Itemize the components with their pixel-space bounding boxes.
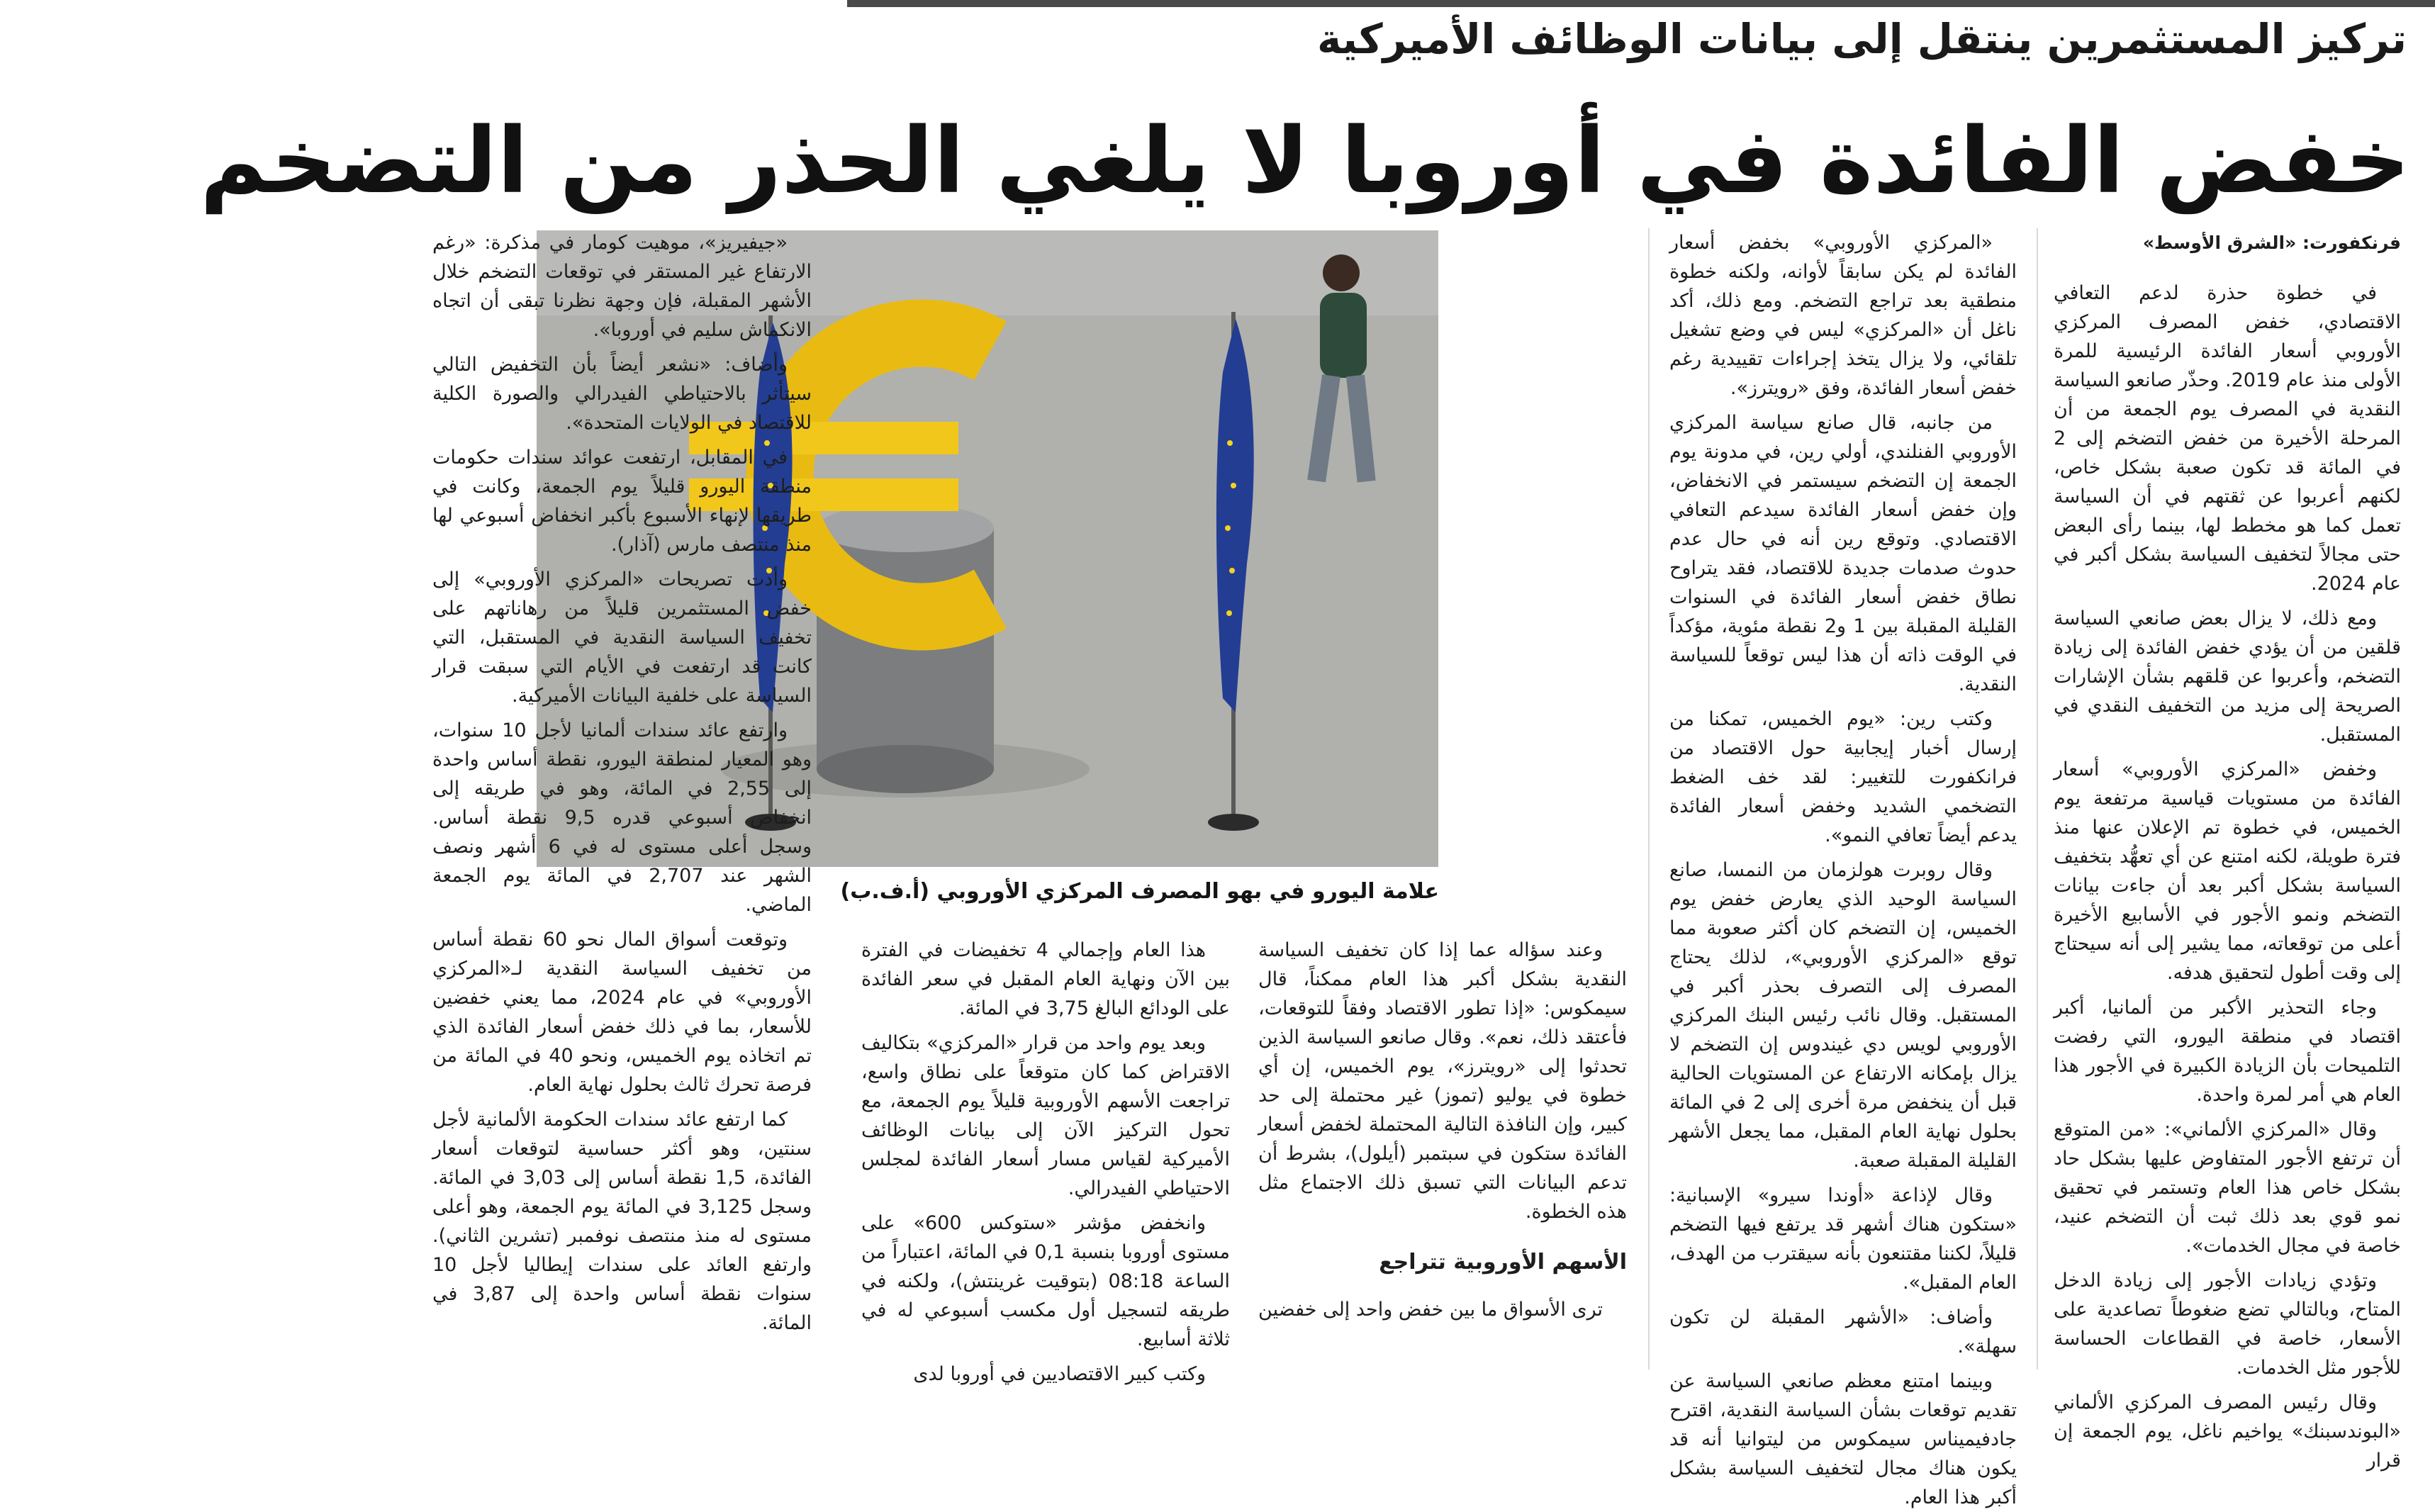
- paragraph: وانخفض مؤشر «ستوكس 600» على مستوى أوروبا بنسبة 0,1 في المائة، اعتباراً من الساعة 08:18 (بتوقيت غرينتش)، ولكنه في طريقه لتسجيل أول مكسب أسبوعي له في ثلاثة أسابيع.: [861, 1212, 1230, 1350]
- article-column-3: [1258, 936, 1627, 1389]
- paragraph: وتوقعت أسواق المال نحو 60 نقطة أساس من تخفيف السياسة النقدية لـ«المركزي الأوروبي» في عام 2024، مما يعني خفضين للأسعار، بما في ذلك خفض أسعار الفائدة الذي تم اتخاذه يوم الخميس، ونحو 40 في المائة من فرصة تحرك ثالث بحلول نهاية العام.: [432, 929, 812, 1096]
- paragraph: وقال لإذاعة «أوندا سيرو» الإسبانية: «ستكون هناك أشهر قد يرتفع فيها التضخم قليلاً، لكننا مقتنعون بأنه سيقترب من الهدف، العام المقبل».: [1669, 1185, 2017, 1294]
- paragraph: وأضاف: «الأشهر المقبلة لن تكون سهلة».: [1669, 1306, 2017, 1357]
- paragraph: وقال رئيس المصرف المركزي الألماني «البوندسبنك» يواخيم ناغل، يوم الجمعة إن قرار: [2054, 1391, 2401, 1472]
- paragraph: «المركزي الأوروبي» بخفض أسعار الفائدة لم يكن سابقاً لأوانه، ولكنه خطوة منطقية بعد تراجع التضخم. ومع ذلك، أكد ناغل أن «المركزي» ليس في وضع تشغيل تلقائي، ولا يزال يتخذ إجراءات تقييدية رغم خفض أسعار الفائدة، وفق «رويترز».: [1669, 232, 2017, 399]
- paragraph: وارتفع عائد سندات ألمانيا لأجل 10 سنوات، وهو المعيار لمنطقة اليورو، نقطة أساس واحدة إلى 2,55 في المائة، وهو في طريقه إلى انخفاض أسبوعي قدره 9,5 نقطة أساس. وسجل أعلى مستوى له في 6 أشهر ونصف الشهر عند 2,707 في المائة يوم الجمعة الماضي.: [432, 719, 812, 916]
- paragraph: في المقابل، ارتفعت عوائد سندات حكومات منطقة اليورو قليلاً يوم الجمعة، وكانت في طريقها لإنهاء الأسبوع بأكبر انخفاض أسبوعي لها منذ منتصف مارس (آذار).: [432, 447, 812, 556]
- paragraph: وبعد يوم واحد من قرار «المركزي» بتكاليف الاقتراض كما كان متوقعاً على نطاق واسع، تراجعت الأسهم الأوروبية قليلاً يوم الجمعة، مع تحول التركيز الآن إلى بيانات الوظائف الأميركية لقياس مسار أسعار الفائدة لمجلس الاحتياطي الفيدرالي.: [861, 1032, 1230, 1199]
- paragraph: وأدت تصريحات «المركزي الأوروبي» إلى خفض المستثمرين قليلاً من رهاناتهم على تخفيف السياسة النقدية في المستقبل، التي كانت قد ارتفعت في الأيام التي سبقت قرار السياسة على خلفية البيانات الأميركية.: [432, 569, 812, 707]
- paragraph: وتؤدي زيادات الأجور إلى زيادة الدخل المتاح، وبالتالي تضع ضغوطاً تصاعدية على الأسعار، خاصة في القطاعات الحساسة للأجور مثل الخدمات.: [2054, 1270, 2401, 1379]
- paragraph: «جيفيريز»، موهيت كومار في مذكرة: «رغم الارتفاع غير المستقر في توقعات التضخم خلال الأشهر المقبلة، فإن وجهة نظرنا تبقى أن اتجاه الانكماش سليم في أوروبا».: [432, 232, 812, 341]
- paragraph: وأضاف: «نشعر أيضاً بأن التخفيض التالي سيتأثر بالاحتياطي الفيدرالي والصورة الكلية للاقتصاد في الولايات المتحدة».: [432, 354, 812, 434]
- article-column-5: [432, 228, 812, 1391]
- article-column-2: [1669, 228, 2017, 1508]
- paragraph: ترى الأسواق ما بين خفض واحد إلى خفضين: [1258, 1299, 1603, 1321]
- column-divider: [2037, 228, 2038, 1370]
- paragraph: وكتب رين: «يوم الخميس، تمكنا من إرسال أخبار إيجابية حول الاقتصاد من فرانكفورت للتغيير: لقد خف الضغط التضخمي الشديد وخفض أسعار الفائدة يدعم أيضاً تعافي النمو».: [1669, 708, 2017, 846]
- paragraph: وعند سؤاله عما إذا كان تخفيف السياسة النقدية بشكل أكبر هذا العام ممكناً، قال سيمكوس: «إذا تطور الاقتصاد وفقاً للتوقعات، فأعتقد ذلك، نعم». وقال صانعو السياسة الذين تحدثوا إلى «رويترز»، يوم الخميس، إن أي خطوة في يوليو (تموز) غير محتملة إلى حد كبير، وإن النافذة التالية المحتملة لخفض أسعار الفائدة ستكون في سبتمبر (أيلول)، بشرط أن تدعم البيانات التي تسبق ذلك الاجتماع مثل هذه الخطوة.: [1258, 939, 1627, 1223]
- photo-caption: علامة اليورو في بهو المصرف المركزي الأوروبي (أ.ف.ب): [840, 879, 1439, 904]
- paragraph: وقال «المركزي الألماني»: «من المتوقع أن ترتفع الأجور المتفاوض عليها بشكل حاد بشكل خاص هذا العام وتستمر في تحقيق نمو قوي بعد ذلك ثبت أن التضخم عنيد، خاصة في مجال الخدمات».: [2054, 1119, 2401, 1257]
- top-rule: [847, 0, 2435, 7]
- paragraph: وبينما امتنع معظم صانعي السياسة عن تقديم توقعات بشأن السياسة النقدية، اقترح جادفيميناس سيمكوس من ليتوانيا أنه قد يكون هناك مجال لتخفيف السياسة بشكل أكبر هذا العام.: [1669, 1370, 2017, 1508]
- paragraph: وقال روبرت هولزمان من النمسا، صانع السياسة الوحيد الذي يعارض خفض يوم الخميس، إن التضخم كان أكثر صعوبة مما توقع «المركزي الأوروبي»، لذلك يحتاج المصرف إلى التصرف بحذر أكبر في المستقبل. وقال نائب رئيس البنك المركزي الأوروبي لويس دي غيندوس إن التضخم لا يزال بإمكانه الارتفاع عن المستويات الحالية قبل أن ينخفض مرة أخرى إلى 2 في المائة بحلول نهاية العام المقبل، مما يجعل الأشهر القليلة المقبلة صعبة.: [1669, 859, 2017, 1172]
- article-column-1: [2054, 228, 2401, 1472]
- byline: فرنكفورت: «الشرق الأوسط»: [2142, 233, 2401, 253]
- paragraph: ومع ذلك، لا يزال بعض صانعي السياسة قلقين من أن يؤدي خفض الفائدة إلى زيادة التضخم، وأعربوا عن قلقهم بشأن الإشارات الصريحة إلى مزيد من التخفيف النقدي في المستقبل.: [2054, 607, 2401, 746]
- subheading: الأسهم الأوروبية تتراجع: [1379, 1250, 1627, 1275]
- paragraph: هذا العام وإجمالي 4 تخفيضات في الفترة بين الآن ونهاية العام المقبل في سعر الفائدة على الودائع البالغ 3,75 في المائة.: [861, 939, 1230, 1019]
- main-headline: خفض الفائدة في أوروبا لا يلغي الحذر من التضخم: [200, 108, 2410, 214]
- paragraph: من جانبه، قال صانع سياسة المركزي الأوروبي الفنلندي، أولي رين، في مدونة يوم الجمعة إن التضخم سيستمر في الانخفاض، وإن خفض أسعار الفائدة سيدعم التعافي الاقتصادي. وتوقع رين أنه في حال عدم حدوث صدمات جديدة للاقتصاد، فقد يتراوح نطاق خفض أسعار الفائدة في السنوات القليلة المقبلة بين 1 و2 نقطة مئوية، مؤكداً في الوقت ذاته أن هذا ليس توقعاً للسياسة النقدية.: [1669, 412, 2017, 695]
- paragraph: وكتب كبير الاقتصاديين في أوروبا لدى: [913, 1363, 1206, 1385]
- column-divider: [1648, 228, 1650, 1370]
- paragraph: وخفض «المركزي الأوروبي» أسعار الفائدة من مستويات قياسية مرتفعة يوم الخميس، في خطوة تم الإعلان عنها منذ فترة طويلة، لكنه امتنع عن أي تعهُّد بتخفيف السياسة بشكل أكبر بعد أن جاءت بيانات التضخم ونمو الأجور في الأسابيع الأخيرة أعلى من توقعاته، مما يشير إلى أنه سيحتاج إلى وقت أطول لتحقيق هدفه.: [2054, 758, 2401, 984]
- article-column-4: [861, 936, 1230, 1389]
- paragraph: وجاء التحذير الأكبر من ألمانيا، أكبر اقتصاد في منطقة اليورو، التي رفضت التلميحات بأن الزيادة الكبيرة في الأجور هذا العام هي أمر لمرة واحدة.: [2054, 997, 2401, 1106]
- paragraph: كما ارتفع عائد سندات الحكومة الألمانية لأجل سنتين، وهو أكثر حساسية لتوقعات أسعار الفائدة، 1,5 نقطة أساس إلى 3,03 في المائة. وسجل 3,125 في المائة يوم الجمعة، وهو أعلى مستوى له منذ منتصف نوفمبر (تشرين الثاني). وارتفع العائد على سندات إيطاليا لأجل 10 سنوات نقطة أساس واحدة إلى 3,87 في المائة.: [432, 1109, 812, 1334]
- paragraph: في خطوة حذرة لدعم التعافي الاقتصادي، خفض المصرف المركزي الأوروبي أسعار الفائدة الرئيسية للمرة الأولى منذ عام 2019. وحذّر صانعو السياسة النقدية في المصرف يوم الجمعة من أن المرحلة الأخيرة من خفض التضخم إلى 2 في المائة قد تكون صعبة بشكل خاص، لكنهم أعربوا عن ثقتهم في أن السياسة تعمل كما هو مخطط لها، بينما رأى البعض حتى مجالاً لتخفيف السياسة بشكل أكبر في عام 2024.: [2054, 282, 2401, 595]
- kicker-headline: تركيز المستثمرين ينتقل إلى بيانات الوظائف الأميركية: [1317, 15, 2407, 63]
